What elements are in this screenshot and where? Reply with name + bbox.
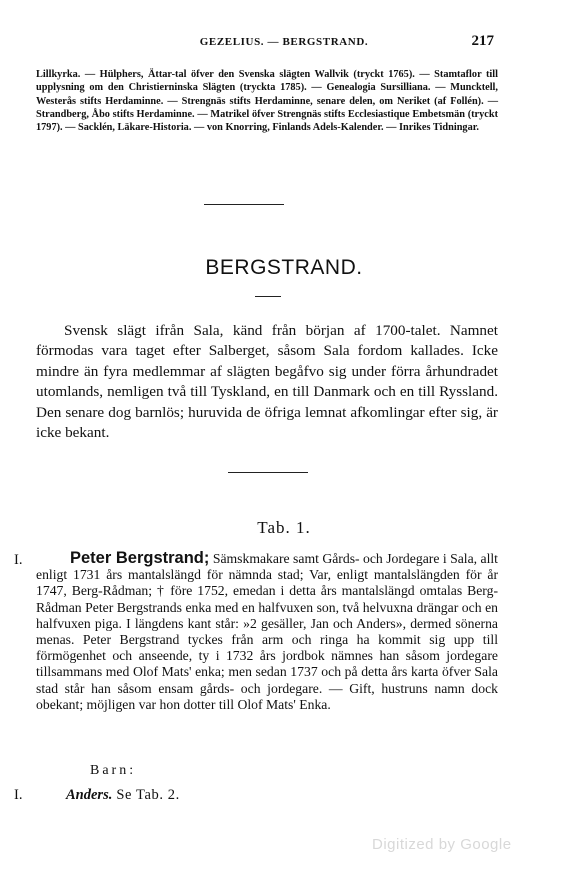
entry-person-name: Peter Bergstrand; — [70, 549, 210, 567]
page-header — [0, 33, 568, 54]
sources-paragraph: Lillkyrka. — Hülphers, Ättar-tal öfver den Svenska slägten Wallvik (tryckt 1765). — Stamtaflor till upplysning om den Christierninska Slägten (tryckta 1785). — Genealogia Sursilliana. — Muncktell, Westerås stifts Herdaminne. — Strengnäs stifts Herdaminne, senare delen, om Neriket (af Follén). — Strandberg, Åbo stifts Herdaminne. — Matrikel öfver Strengnäs stifts Ecclesiastique Embetsmän (tryckt 1797). — Sacklén, Läkare-Historia. — von Knorring, Finlands Adels-Kalender. — Inrikes Tidningar. — [36, 69, 498, 134]
family-introduction: Svensk slägt ifrån Sala, känd från början af 1700-talet. Namnet förmodas vara taget efter Salberget, såsom Sala fordom kallades. Icke mindre än fyra medlemmar af slägten begåfvo sig under förra århundradet utomlands, nemligen två till Tyskland, en till Danmark och en till Ryssland. Den senare dog barnlös; huruvida de öfriga lemnat afkomlingar efter sig, är icke bekant. — [36, 322, 498, 442]
page-number: 217 — [471, 33, 494, 49]
child-name: Anders. — [66, 787, 113, 803]
genealogy-entry — [36, 550, 498, 713]
section-divider — [204, 204, 284, 205]
child-numeral: I. — [14, 787, 23, 803]
children-label: Barn: — [90, 763, 137, 778]
digitization-watermark: Digitized by Google — [372, 836, 512, 853]
entry-numeral: I. — [14, 552, 23, 568]
child-entry — [66, 787, 180, 804]
tab-heading: Tab. 1. — [257, 518, 311, 537]
child-reference: Se Tab. 2. — [116, 787, 180, 803]
family-title: BERGSTRAND. — [205, 256, 363, 279]
entry-text: Sämskmakare samt Gårds- och Jordegare i Sala, allt enligt 1731 års mantalslängd för nämnda stad; Var, enligt mantalslängden för år 1747, Berg-Rådman; † före 1752, emedan i detta års mantalslängd omtalas Berg-Rådman Peter Bergstrands enka med en halfvuxen son, två helvuxna drängar och en halfvuxen piga. I längdens kant står: »2 gesäller, Jan och Anders», dermed sönerna menas. Peter Bergstrand tyckes från arm och ringa ha kommit sig upp till förmögenhet och anseende, ty i 1732 års jordbok nämnes han såsom jordegare tillsammans med Olof Mats' enka; men sedan 1737 och på detta års karta öfver Sala stad står han såsom ensam gårds- och jordegare. — Gift, hustruns namn dock obekant; möjligen var hon dotter till Olof Mats' Enka. — [36, 551, 498, 712]
title-underline — [255, 296, 281, 297]
section-divider — [228, 472, 308, 473]
running-head: GEZELIUS. — BERGSTRAND. — [199, 36, 369, 48]
